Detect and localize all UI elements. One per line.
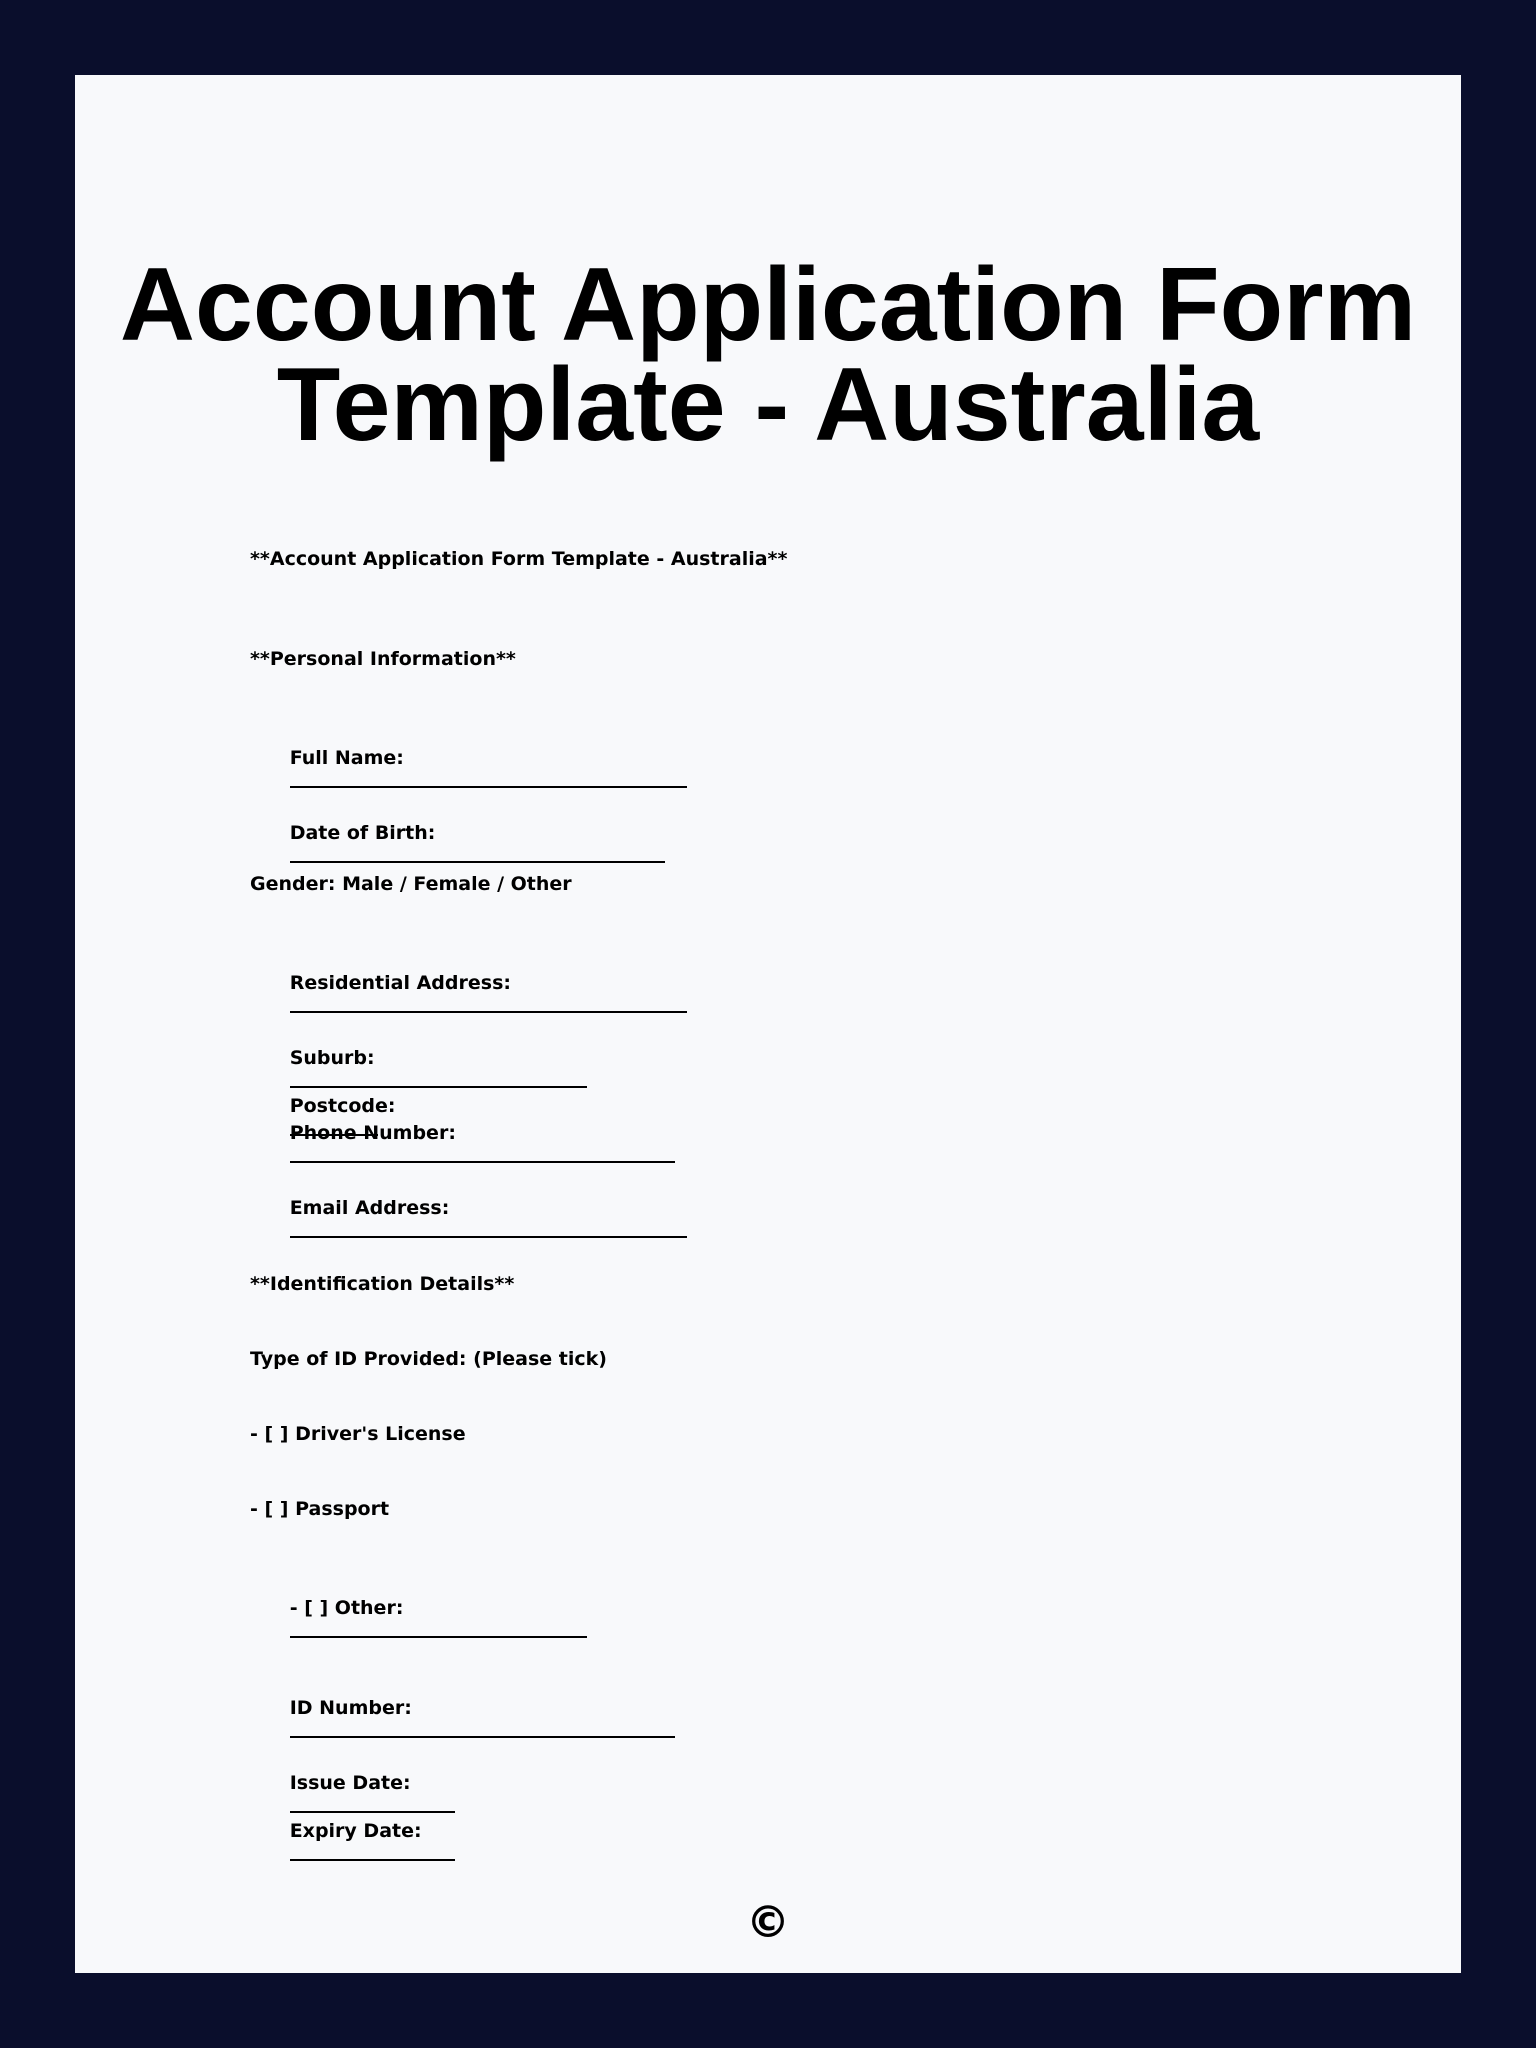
id-number-field[interactable] [290,1720,675,1738]
id-number-row [250,1672,675,1719]
phone-field[interactable] [290,1145,675,1163]
dob-field[interactable] [290,845,665,863]
option-drivers-license[interactable]: - [ ] Driver's License [250,1423,466,1445]
option-other-row [250,1572,587,1619]
expiry-date-label: Expiry Date: [289,1820,422,1842]
personal-info-heading: **Personal Information** [250,648,516,670]
suburb-label: Suburb: [289,1047,375,1069]
dates-row [250,1747,455,1842]
option-other[interactable]: - [ ] Other: [289,1597,404,1619]
suburb-row [250,1022,587,1117]
postcode-label: Postcode: [289,1095,396,1117]
address-field[interactable] [290,995,687,1013]
title-line-2: Template - Australia [276,347,1260,463]
copyright-icon: © [746,1897,790,1948]
email-field[interactable] [290,1220,687,1238]
expiry-date-field[interactable] [290,1843,455,1861]
address-label: Residential Address: [289,972,511,994]
option-other-field[interactable] [290,1620,587,1638]
issue-date-field[interactable] [290,1795,455,1813]
full-name-row [250,722,687,769]
suburb-field[interactable] [290,1070,587,1088]
option-passport[interactable]: - [ ] Passport [250,1498,390,1520]
id-number-label: ID Number: [289,1697,412,1719]
email-row [250,1172,687,1219]
phone-row [250,1097,675,1144]
identification-heading: **Identification Details** [250,1273,515,1295]
form-subtitle: **Account Application Form Template - Australia** [250,548,788,570]
dob-row [250,797,665,844]
full-name-label: Full Name: [289,747,404,769]
gender-row: Gender: Male / Female / Other [250,873,572,895]
document-page [75,75,1461,1973]
title-line-1: Account Application Form [119,247,1417,363]
document-title [75,247,1461,463]
issue-date-label: Issue Date: [289,1772,411,1794]
address-row [250,947,687,994]
id-type-row: Type of ID Provided: (Please tick) [250,1348,607,1370]
phone-label: Phone Number: [289,1122,456,1144]
full-name-field[interactable] [290,770,687,788]
dob-label: Date of Birth: [289,822,436,844]
email-label: Email Address: [289,1197,450,1219]
form-body [250,547,788,1842]
